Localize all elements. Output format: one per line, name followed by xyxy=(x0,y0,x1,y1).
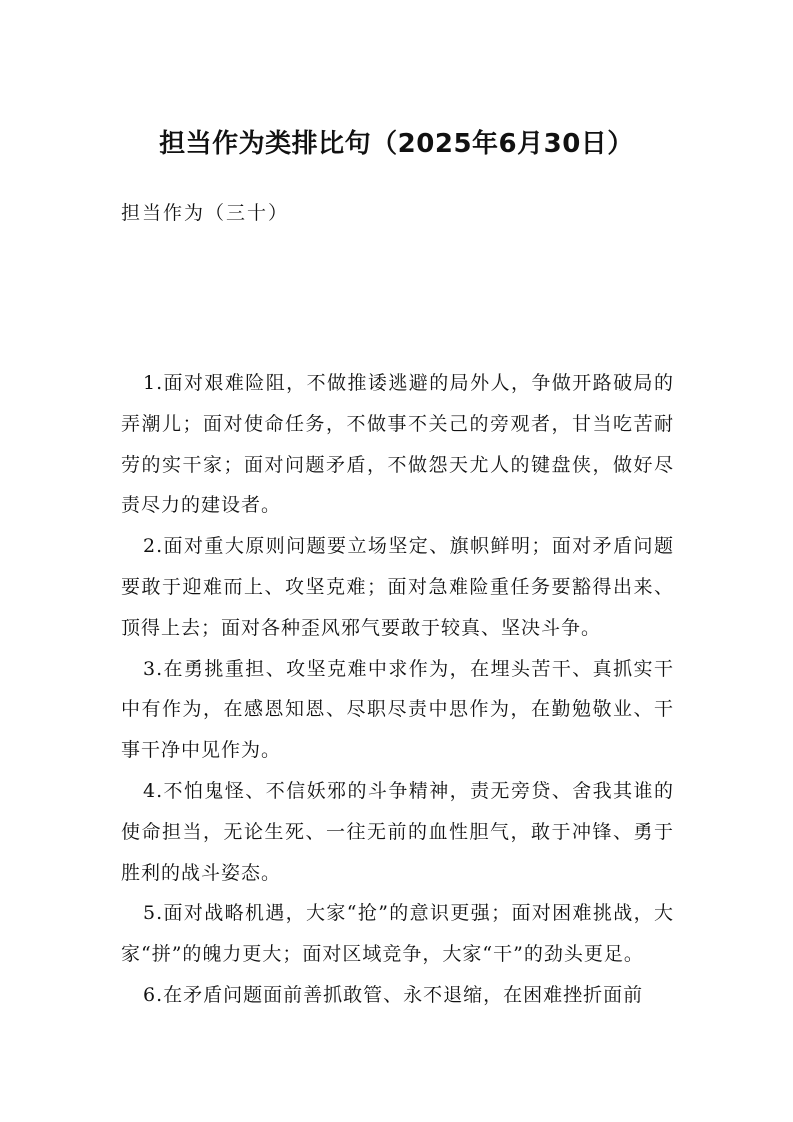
paragraph: 5.面对战略机遇，大家“抢”的意识更强；面对困难挑战，大家“拼”的魄力更大；面对区域竞争，大家“干”的劲头更足。 xyxy=(121,902,674,966)
document-subtitle: 担当作为（三十） xyxy=(121,202,290,224)
paragraph: 4.不怕鬼怪、不信妖邪的斗争精神，责无旁贷、舍我其谁的使命担当，无论生死、一往无前的血性胆气，敢于冲锋、勇于胜利的战斗姿态。 xyxy=(121,779,674,884)
paragraph: 2.面对重大原则问题要立场坚定、旗帜鲜明；面对矛盾问题要敢于迎难而上、攻坚克难；面对急难险重任务要豁得出来、顶得上去；面对各种歪风邪气要敢于较真、坚决斗争。 xyxy=(121,535,674,639)
document-title: 担当作为类排比句（2025年6月30日） xyxy=(159,129,634,159)
paragraph: 6.在矛盾问题面前善抓敢管、永不退缩，在困难挫折面前 xyxy=(143,983,644,1006)
document-body xyxy=(121,363,674,1016)
paragraph: 1.面对艰难险阻，不做推诿逃避的局外人，争做开路破局的弄潮儿；面对使命任务，不做事不关己的旁观者，甘当吃苦耐劳的实干家；面对问题矛盾，不做怨天尤人的键盘侠，做好尽责尽力的建设者。 xyxy=(121,372,674,517)
paragraph: 3.在勇挑重担、攻坚克难中求作为，在埋头苦干、真抓实干中有作为，在感恩知恩、尽职尽责中思作为，在勤勉敬业、干事干净中见作为。 xyxy=(121,657,674,762)
